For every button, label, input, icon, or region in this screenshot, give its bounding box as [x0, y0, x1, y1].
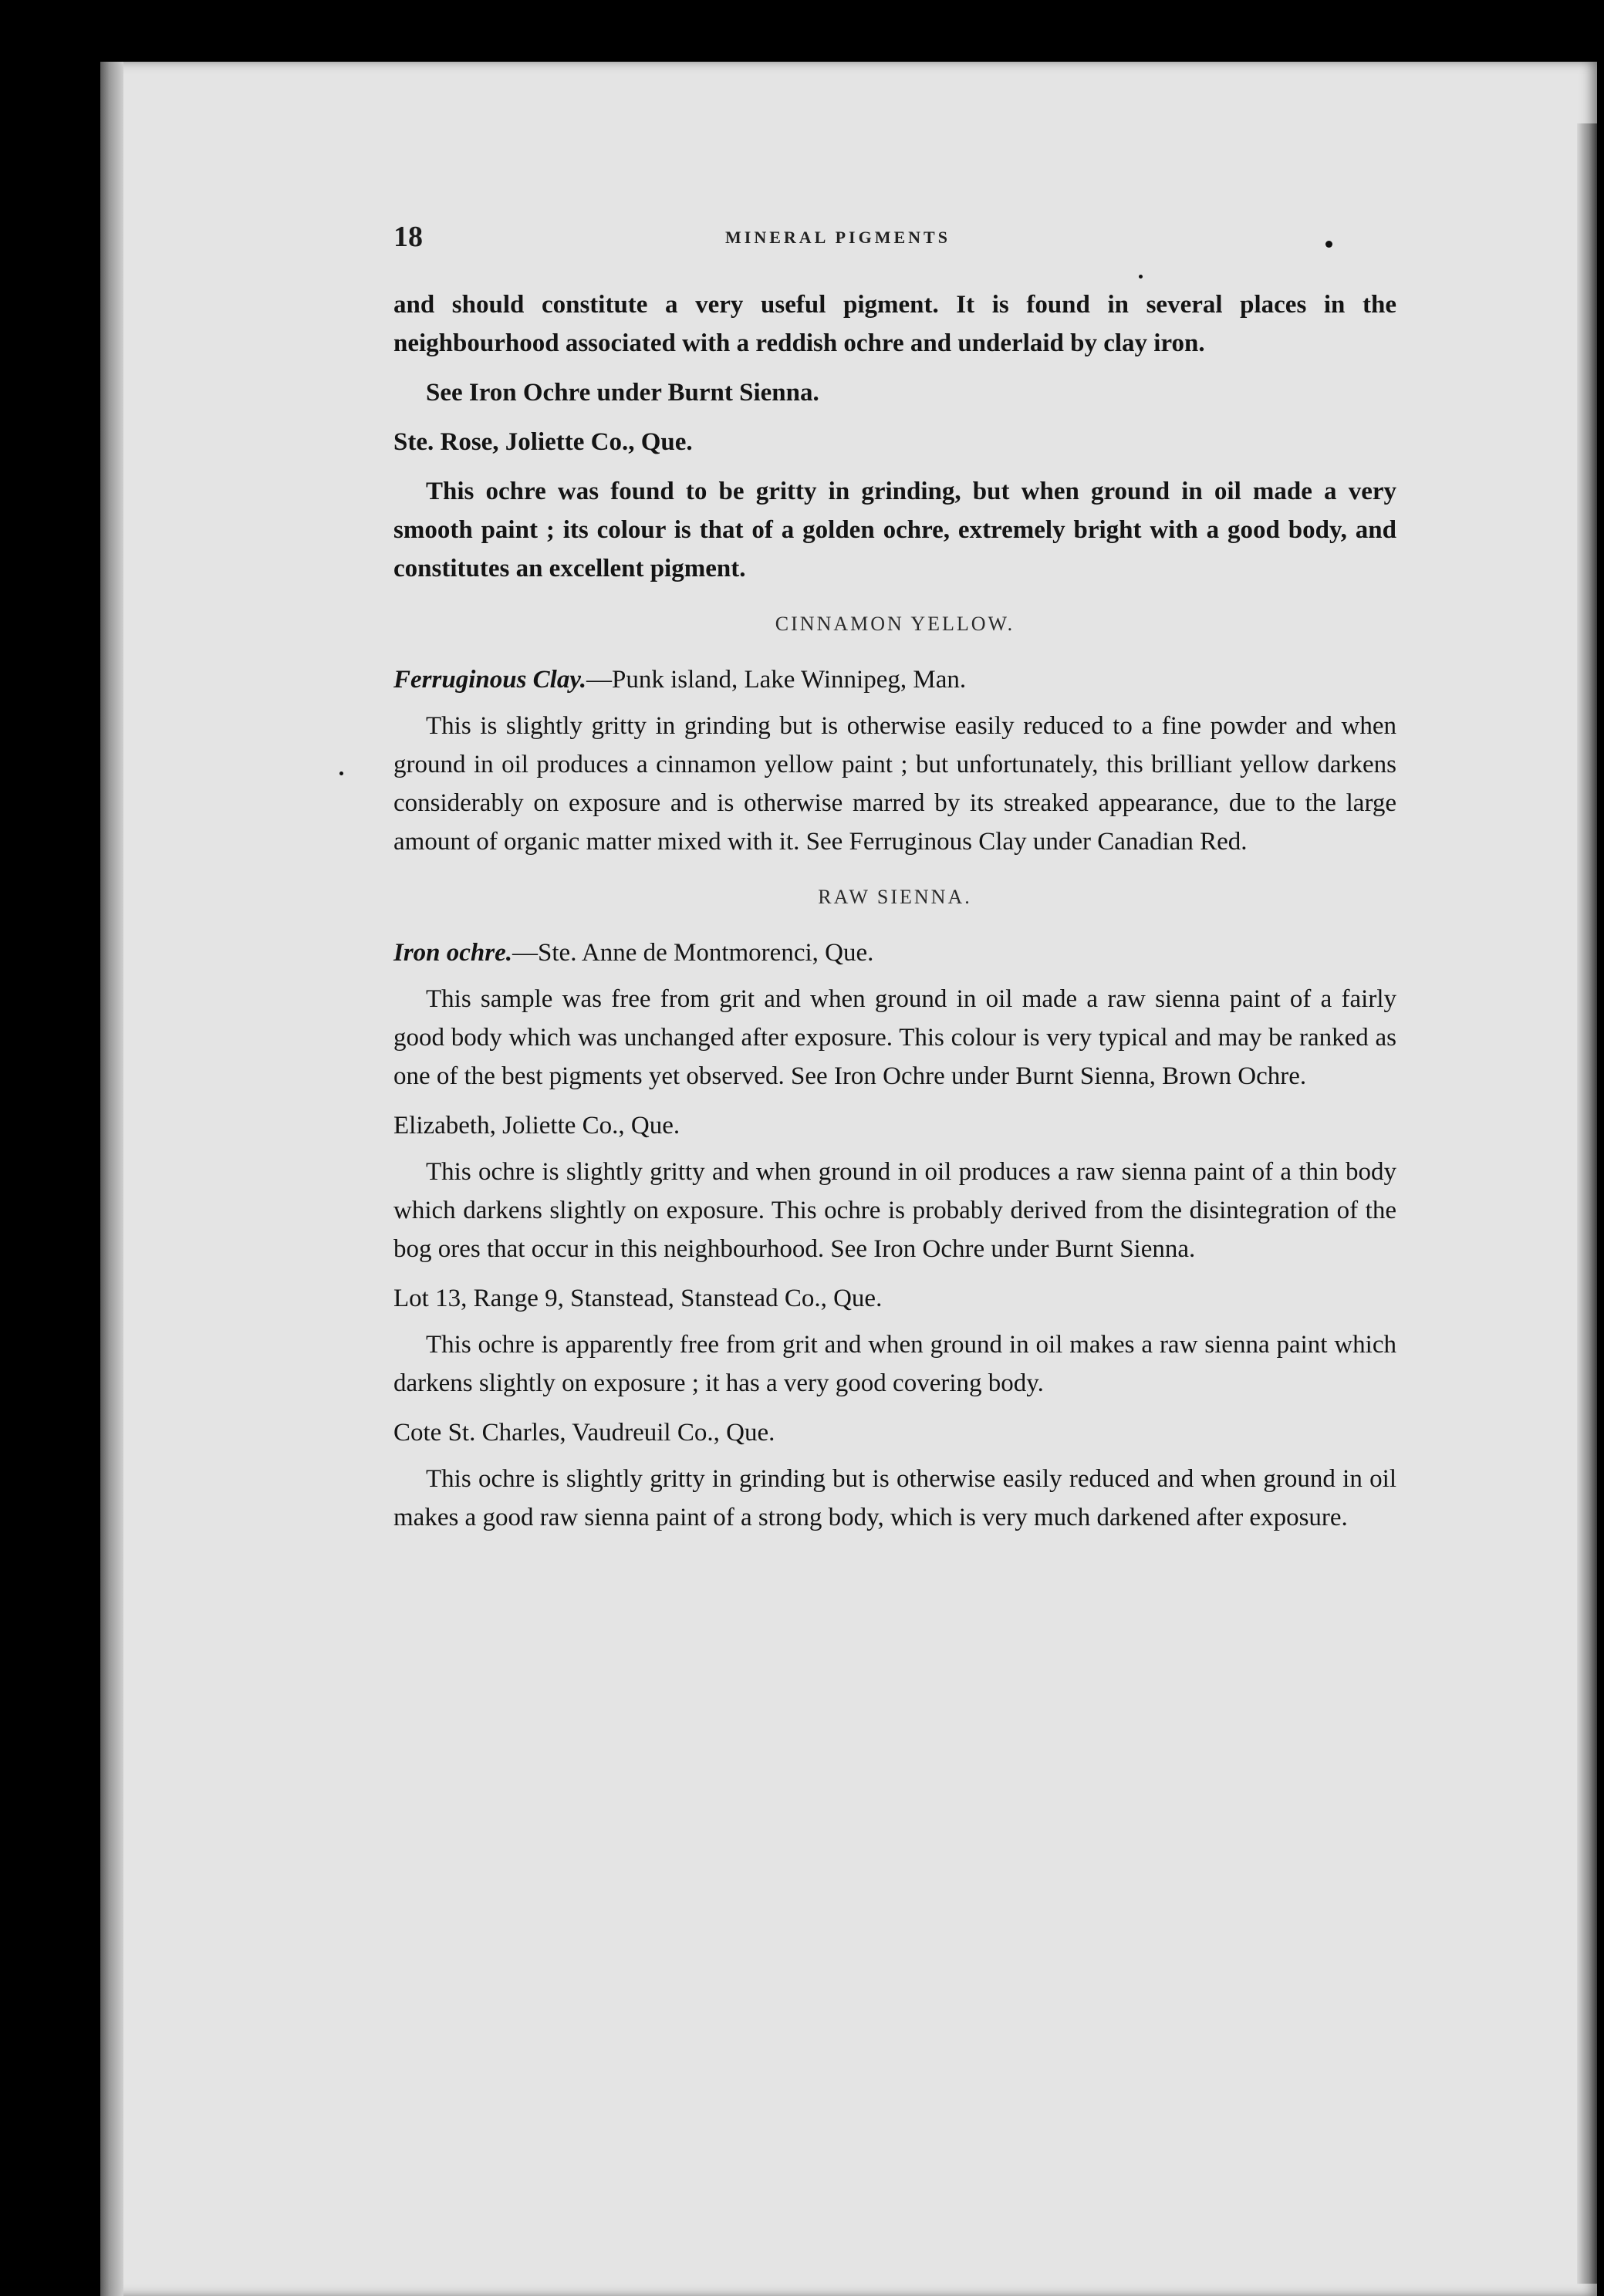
scan-speck [1139, 275, 1143, 279]
paragraph: This ochre is slightly gritty in grinding but is otherwise easily reduced and when ground in oil makes a good raw sienna paint of a strong body, which is very much darkened after exposure. [393, 1465, 1396, 1531]
body-text [393, 285, 1396, 1548]
page-left-edge [100, 62, 123, 2296]
paragraph: and should constitute a very useful pigment. It is found in several places in the neighbourhood associated with a reddish ochre and underlaid by clay iron. [393, 291, 1396, 357]
locality-heading: Elizabeth, Joliette Co., Que. [393, 1112, 680, 1140]
running-title: MINERAL PIGMENTS [725, 228, 951, 247]
locality-heading: Lot 13, Range 9, Stanstead, Stanstead Co., Que. [393, 1285, 883, 1312]
locality-text: —Punk island, Lake Winnipeg, Man. [586, 666, 967, 694]
page-right-edge [1577, 123, 1597, 2284]
paragraph: This ochre is apparently free from grit and when ground in oil makes a raw sienna paint which darkens slightly on exposure ; it has a very good covering body. [393, 1331, 1396, 1397]
page-header [393, 220, 1396, 266]
material-name: Ferruginous Clay. [393, 666, 587, 694]
locality-text: —Ste. Anne de Montmorenci, Que. [512, 939, 874, 967]
section-heading: RAW SIENNA. [818, 886, 972, 908]
paragraph: This ochre is slightly gritty and when ground in oil produces a raw sienna paint of a thin body which darkens slightly on exposure. This ochre is probably derived from the disintegration of the bog ores that occur in this neighbourhood. See Iron Ochre under Burnt Sienna. [393, 1158, 1396, 1263]
section-heading: CINNAMON YELLOW. [775, 613, 1015, 635]
paragraph: See Iron Ochre under Burnt Sienna. [426, 379, 819, 407]
locality-heading: Ste. Rose, Joliette Co., Que. [393, 428, 693, 456]
locality-heading [393, 934, 1396, 972]
paragraph: This sample was free from grit and when ground in oil made a raw sienna paint of a fairly good body which was unchanged after exposure. This colour is very typical and may be ranked as one of the best pigments yet observed. See Iron Ochre under Burnt Sienna, Brown Ochre. [393, 985, 1396, 1090]
scan-speck [339, 772, 343, 775]
paragraph: This ochre was found to be gritty in grinding, but when ground in oil made a very smooth paint ; its colour is that of a golden ochre, extremely bright with a good body, and constitutes an excellent pigment. [393, 478, 1396, 582]
locality-heading: Cote St. Charles, Vaudreuil Co., Que. [393, 1419, 775, 1447]
page-number: 18 [393, 221, 423, 253]
locality-heading [393, 660, 1396, 699]
paragraph: This is slightly gritty in grinding but is otherwise easily reduced to a fine powder and when ground in oil produces a cinnamon yellow paint ; but unfortunately, this brilliant yellow darkens considerably on exposure and is otherwise marred by its streaked appearance, due to the large amount of organic matter mixed with it. See Ferruginous Clay under Canadian Red. [393, 712, 1396, 856]
material-name: Iron ochre. [393, 939, 513, 967]
